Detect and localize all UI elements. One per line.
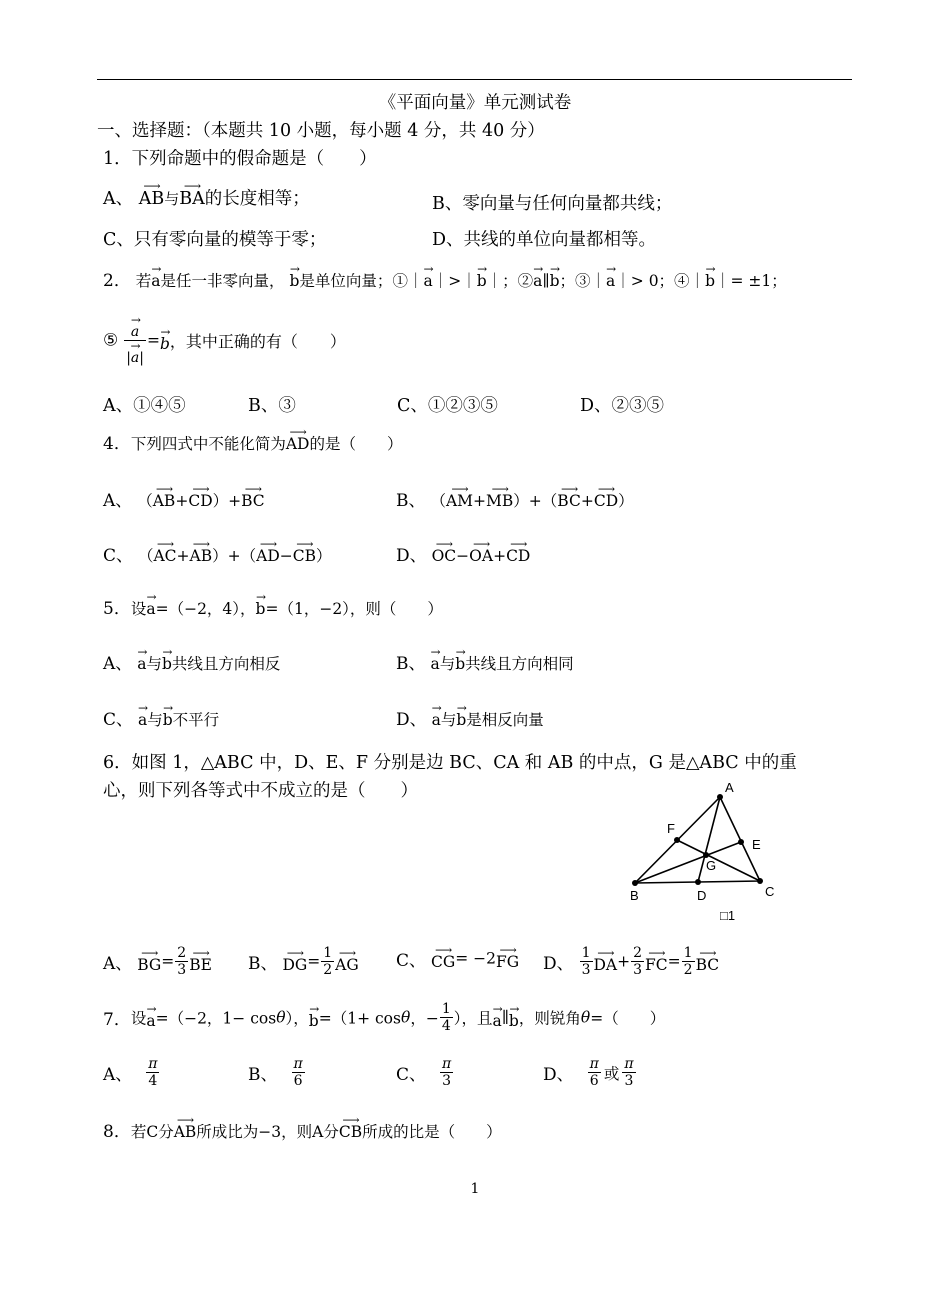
label-c: C	[765, 884, 775, 899]
q7-option-a: A、 $\frac{\pi}{4}$	[103, 1056, 158, 1089]
q1-option-a: A、 ⟶ AB与 ⟶ BA的长度相等；	[103, 179, 310, 209]
page-title: 《平面向量》单元测试卷	[378, 93, 572, 113]
q6-option-b: B、 ⟶ DG= $\frac{1}{2}$ ⟶ AG	[248, 945, 359, 978]
q6-option-c: C、 ⟶ CG= −2 ⟶ FG	[396, 943, 520, 972]
q4-stem: 4．下列四式中不能化简为 ⟶ AD的是（ ）	[103, 425, 403, 454]
label-b: B	[630, 888, 639, 903]
q2-option-d: D、②③⑤	[580, 396, 665, 416]
q6-option-d: D、 $\frac{1}{3}$ ⟶ DA+ $\frac{2}{3}$ ⟶ FC= $\frac{1}{2}$ ⟶ BC	[543, 945, 720, 978]
q5-option-d: D、 → a与 → b是相反向量	[396, 701, 544, 730]
q5-option-c: C、 → a与 → b不平行	[103, 701, 220, 730]
q8-stem: 8．若C分 ⟶ AB所成比为−3，则A分 ⟶ CB所成的比是（ ）	[103, 1113, 502, 1142]
q5-option-b: B、 → a与 → b共线且方向相同	[396, 645, 574, 674]
q1-option-d: D、共线的单位向量都相等。	[432, 230, 657, 250]
q2-option-c: C、①②③⑤	[397, 396, 498, 416]
q5-stem: 5．设 → a=（−2，4）， → b=（1，−2），则（ ）	[103, 590, 443, 619]
q5-option-a: A、 → a与 → b共线且方向相反	[103, 645, 281, 674]
q1-option-c: C、只有零向量的模等于零；	[103, 230, 327, 250]
q1-stem: 1．下列命题中的假命题是（ ）	[103, 149, 377, 169]
q7-stem: 7．设 → a=（−2，1− cosθ）， → b=（1+ cosθ，− $\frac{1}{4}$ ），且 → a∥ → b，则锐角θ=（ ）	[103, 1001, 666, 1034]
option-label: A、	[103, 189, 134, 209]
q6-stem-line1: 6．如图 1，△ABC 中，D、E、F 分别是边 BC、CA 和 AB 的中点，G 是△ABC 中的重	[103, 753, 797, 773]
label-d: D	[697, 888, 707, 903]
q2-option-a: A、①④⑤	[103, 396, 186, 416]
label-f: F	[667, 821, 675, 836]
q4-option-c: C、 （ ⟶ AC+ ⟶ AB）+（ ⟶ AD− ⟶ CB）	[103, 537, 332, 566]
q4-option-d: D、 ⟶ OC− ⟶ OA+ ⟶ CD	[396, 537, 531, 566]
label-g: G	[706, 858, 717, 873]
figure-triangle	[620, 776, 790, 926]
header-rule	[97, 79, 852, 80]
q7-option-d: D、 $\frac{\pi}{6}$ 或 $\frac{\pi}{3}$	[543, 1056, 634, 1089]
figure-caption: □1	[720, 908, 736, 923]
q6-option-a: A、 ⟶ BG= $\frac{2}{3}$ ⟶ BE	[103, 945, 212, 978]
q2-stem: 2． 若 → a是任一非零向量， → b是单位向量；①｜ → a｜>｜ → b｜；② → a∥ → b；③｜ → a｜> 0；④｜ → b｜= ±1；	[103, 262, 787, 291]
q4-option-b: B、 （ ⟶ AM+ ⟶ MB）+（ ⟶ BC+ ⟶ CD）	[396, 482, 634, 511]
page-number: 1	[470, 1181, 480, 1197]
q2-item5: ⑤ → a → |a| = → b，其中正确的有（ ）	[103, 313, 346, 366]
vector-ba: ⟶ BA	[179, 179, 205, 209]
label-e: E	[752, 837, 761, 852]
q2-option-b: B、③	[248, 396, 296, 416]
vector-ab: ⟶ AB	[138, 179, 165, 209]
q6-stem-line2: 心，则下列各等式中不成立的是（ ）	[103, 781, 418, 801]
q7-option-c: C、 $\frac{\pi}{3}$	[396, 1056, 452, 1089]
q7-option-b: B、 $\frac{\pi}{6}$	[248, 1056, 303, 1089]
label-a: A	[725, 780, 734, 795]
section-heading: 一、选择题：（本题共 10 小题，每小题 4 分，共 40 分）	[97, 121, 545, 141]
q1-option-b: B、零向量与任何向量都共线；	[432, 194, 673, 214]
q4-option-a: A、 （ ⟶ AB+ ⟶ CD）+ ⟶ BC	[103, 482, 265, 511]
